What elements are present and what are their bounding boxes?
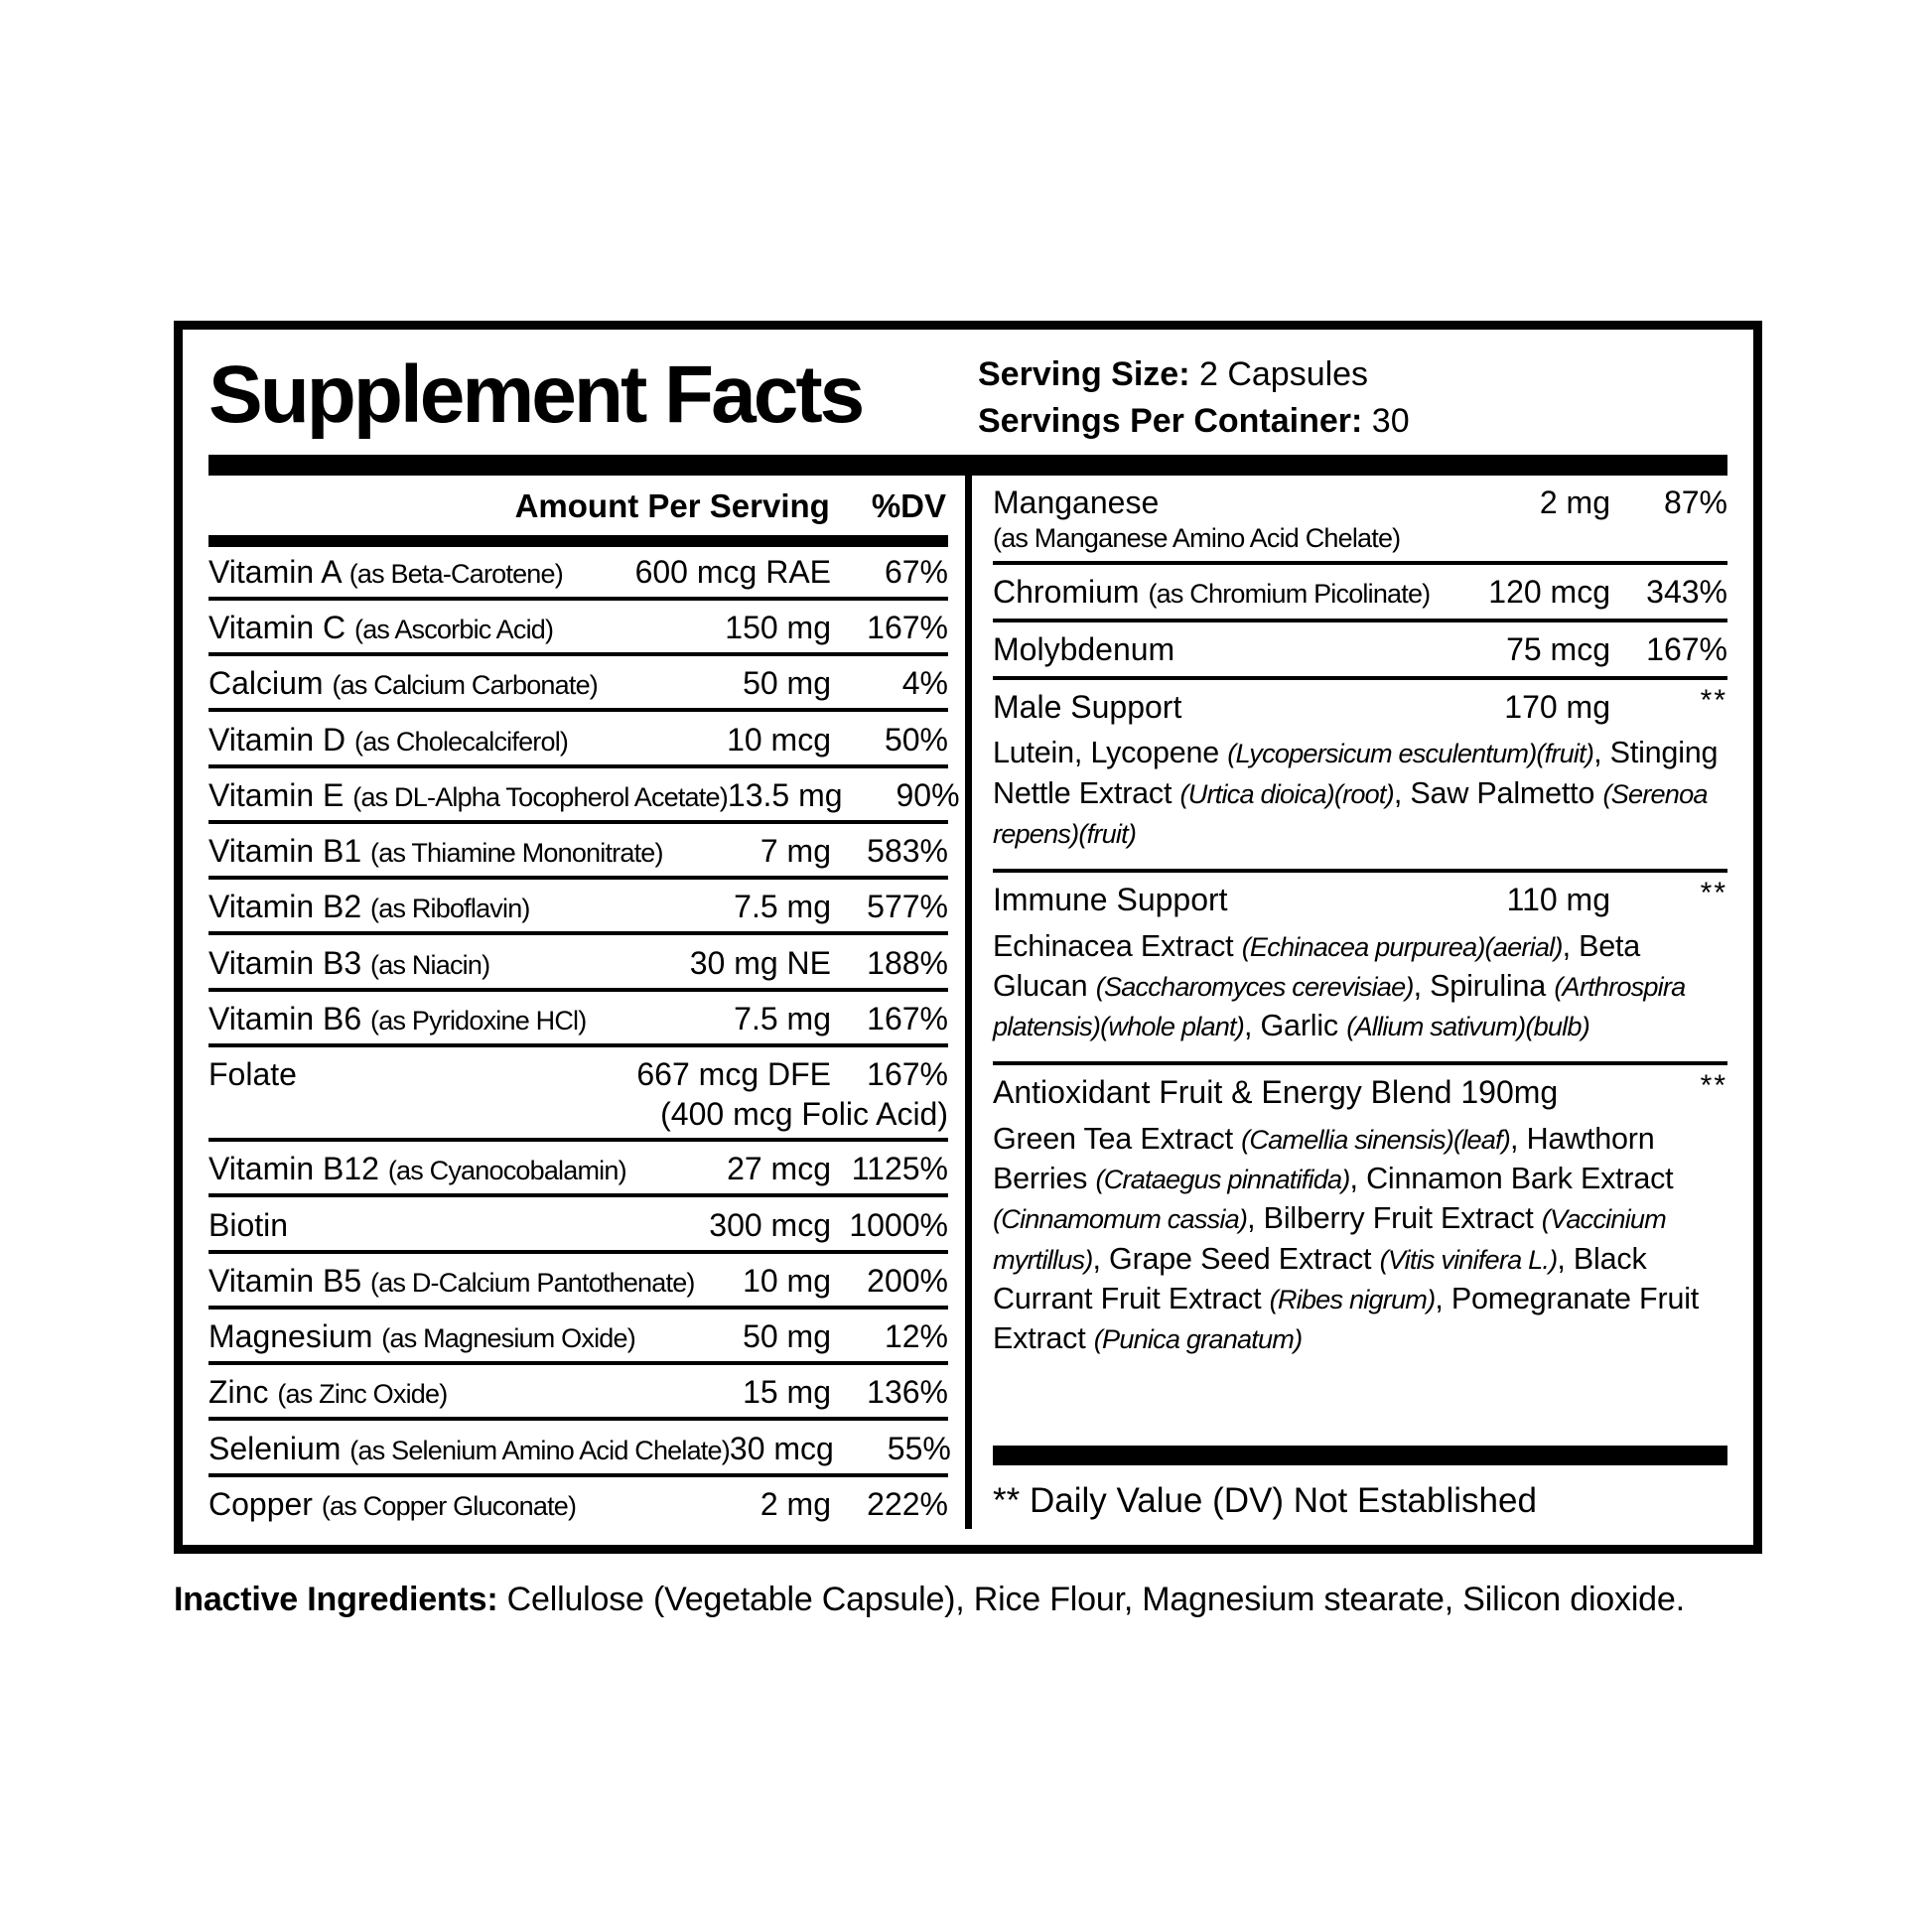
nutrient-line [208,887,948,926]
amount-per-serving-header: Amount Per Serving [514,486,830,524]
nutrient-name: Vitamin C (as Ascorbic Acid) [208,610,554,646]
nutrient-row [208,547,948,601]
nutrient-dv: ** [1700,1069,1727,1103]
nutrient-amount-secondary: (400 mcg Folic Acid) [660,1096,948,1133]
servings-per-container-value: 30 [1362,401,1410,440]
nutrient-dv: 12% [884,1318,948,1355]
nutrient-source: (as Selenium Amino Acid Chelate) [349,1435,730,1465]
nutrient-line [208,943,948,983]
nutrient-line [208,1149,948,1188]
nutrient-dv: 167% [1646,630,1727,667]
nutrient-name: Magnesium (as Magnesium Oxide) [208,1318,635,1355]
nutrient-amount: 7.5 mg [734,889,831,925]
nutrient-source: (as Riboflavin) [370,894,530,924]
nutrient-row [208,882,948,935]
nutrient-source: (as Niacin) [370,949,490,980]
nutrient-row [208,994,948,1047]
nutrient-name: Vitamin B6 (as Pyridoxine HCl) [208,1000,587,1036]
serving-info [978,342,1410,445]
nutrient-dv: 188% [867,944,948,981]
nutrient-row [208,658,948,712]
nutrient-amount: 10 mg [743,1262,831,1299]
panel-title: Supplement Facts [208,349,863,440]
nutrient-dv: 136% [867,1374,948,1411]
nutrient-name: Selenium (as Selenium Amino Acid Chelate) [208,1430,730,1466]
nutrient-row [208,715,948,768]
nutrient-line [208,608,948,647]
blend-section [993,680,1727,873]
nutrient-amount: 170 mg [1504,688,1610,725]
nutrient-line [208,663,948,703]
nutrient-dv: 583% [867,833,948,870]
nutrient-row [208,603,948,656]
vertical-divider [965,476,972,1529]
nutrient-amount: 110 mg [1506,882,1610,918]
nutrient-amount: 50 mg [743,665,831,702]
nutrient-line [993,483,1727,522]
panel-header [208,342,1727,445]
nutrient-dv: 1000% [849,1206,948,1243]
nutrient-name: Copper (as Copper Gluconate) [208,1485,577,1522]
nutrient-name: Vitamin B12 (as Cyanocobalamin) [208,1151,626,1187]
blend-latin-name: (Urtica dioica)(root) [1179,777,1394,809]
nutrient-source: (as Chromium Picolinate) [1148,578,1431,609]
nutrient-dv: 55% [887,1430,951,1466]
nutrient-source: (as Zinc Oxide) [277,1379,448,1410]
facts-columns [208,476,1727,1529]
nutrient-source: (as Ascorbic Acid) [354,615,554,645]
nutrient-line [208,775,960,815]
nutrient-amount: 667 mcg DFE [636,1056,831,1093]
nutrient-dv: 167% [867,610,948,646]
nutrient-row [208,770,960,824]
nutrient-name: Manganese [993,483,1160,520]
nutrient-line [208,1429,951,1468]
blend-latin-name: (Cinnamomum cassia) [993,1203,1248,1235]
nutrient-source: (as Cholecalciferol) [354,726,569,757]
nutrient-amount: 75 mcg [1506,630,1610,667]
nutrient-name: Vitamin D (as Cholecalciferol) [208,721,569,758]
column-header [208,476,948,535]
column-header-bar [208,535,948,547]
nutrient-amount: 27 mcg [727,1151,831,1187]
daily-value-footnote: ** Daily Value (DV) Not Established [993,1481,1537,1520]
nutrient-name: Vitamin E (as DL-Alpha Tocopherol Acetate) [208,776,728,813]
nutrient-dv: 90% [896,776,960,813]
nutrient-amount: 15 mg [743,1374,831,1411]
nutrient-dv: 577% [867,889,948,925]
nutrient-name: Vitamin B5 (as D-Calcium Pantothenate) [208,1262,695,1299]
footnote-block [993,1446,1727,1529]
nutrient-row [208,1311,948,1365]
blend-latin-name: (Allium sativum)(bulb) [1346,1011,1589,1042]
nutrient-line [208,1316,948,1356]
nutrient-row [208,1049,948,1142]
nutrient-source: (as Cyanocobalamin) [387,1156,626,1186]
nutrient-name: Chromium (as Chromium Picolinate) [993,573,1431,610]
nutrient-row [208,1256,948,1310]
nutrient-name: Immune Support [993,882,1228,918]
nutrient-line [208,720,948,759]
blend-section [993,873,1727,1065]
nutrient-line [208,1261,948,1301]
nutrient-dv: 50% [884,721,948,758]
nutrient-row [208,1200,948,1254]
blend-latin-name: (Crataegus pinnatifida) [1095,1164,1350,1195]
servings-per-container-line [978,398,1410,445]
nutrient-row [208,938,948,992]
blend-latin-name: (Punica granatum) [1093,1323,1303,1355]
nutrient-name: Molybdenum [993,630,1175,667]
nutrients-column-left [208,476,960,1529]
nutrient-source: (as DL-Alpha Tocopherol Acetate) [352,781,728,812]
nutrient-row [993,476,1727,565]
nutrient-source: (as Calcium Carbonate) [332,670,598,701]
nutrient-line [993,572,1727,612]
nutrient-amount: 150 mg [725,610,831,646]
blend-description: Green Tea Extract (Camellia sinensis)(leaf), Hawthorn Berries (Crataegus pinnatifida), Cinnamon Bark Extract (Cinnamomum cassia), Bilberry Fruit Extract (Vaccinium myrtillus), Grape Seed Extract (Vitis vinifera L.), Black Currant Fruit Extract (Ribes nigrum), Pomegranate Fruit Extract (Punica granatum) [993,1121,1700,1356]
nutrient-row [208,1367,948,1421]
nutrient-amount: 7 mg [759,833,831,870]
blend-latin-name: (Lycopersicum esculentum)(fruit) [1227,738,1594,769]
nutrient-dv: 4% [901,665,948,702]
nutrient-amount: 600 mcg RAE [634,553,831,590]
nutrient-row [208,1424,951,1477]
nutrient-source: (as Magnesium Oxide) [381,1323,635,1354]
nutrient-dv: 87% [1663,483,1727,520]
servings-per-container-label: Servings Per Container: [978,401,1363,440]
nutrient-rows-left [208,547,960,1529]
blend-latin-name: (Saccharomyces cerevisiae) [1095,970,1414,1002]
nutrient-name: Folate [208,1056,297,1093]
inactive-ingredients-label: Inactive Ingredients: [174,1581,498,1618]
blend-latin-name: (Vaccinium myrtillus) [993,1203,1666,1275]
nutrient-name: Vitamin B3 (as Niacin) [208,944,490,981]
serving-size-value: 2 Capsules [1189,355,1369,393]
nutrient-line [208,1205,948,1245]
nutrient-name: Antioxidant Fruit & Energy Blend 190mg [993,1074,1559,1111]
blend-latin-name: (Camellia sinensis)(leaf) [1241,1123,1511,1155]
nutrient-amount: 30 mcg [729,1430,834,1466]
nutrient-line [208,1372,948,1412]
nutrient-dv: 343% [1646,573,1727,610]
nutrient-source: (as Thiamine Mononitrate) [370,838,663,869]
nutrient-amount: 13.5 mg [727,776,843,813]
nutrient-name: Calcium (as Calcium Carbonate) [208,665,598,702]
header-divider-bar [208,455,1727,476]
nutrient-row [993,565,1727,622]
nutrient-dv: ** [1700,877,1727,910]
nutrient-line [208,999,948,1038]
nutrient-line [993,683,1727,728]
nutrient-name: Vitamin A (as Beta-Carotene) [208,553,563,590]
nutrient-amount: 50 mg [743,1318,831,1355]
nutrient-source: (as Pyridoxine HCl) [370,1005,587,1035]
dv-header: %DV [871,486,946,524]
nutrient-source: (as Copper Gluconate) [321,1490,577,1521]
footnote-divider-bar [993,1446,1727,1465]
nutrient-name: Biotin [208,1206,289,1243]
nutrient-name: Vitamin B2 (as Riboflavin) [208,889,530,925]
nutrient-source: (as D-Calcium Pantothenate) [370,1267,695,1298]
nutrient-dv: 67% [884,553,948,590]
nutrient-line [208,831,948,871]
nutrient-dv: 200% [867,1262,948,1299]
nutrient-source: (as Beta-Carotene) [348,558,563,589]
nutrient-dv: ** [1700,683,1727,717]
nutrient-dv: 1125% [851,1151,948,1187]
nutrients-column-right [993,476,1727,1529]
nutrient-amount: 10 mcg [727,721,831,758]
blend-latin-name: (Arthrospira platensis)(whole plant) [993,970,1686,1042]
blend-latin-name: (Serenoa repens)(fruit) [993,777,1708,849]
nutrient-line [208,552,948,592]
inactive-ingredients-text: Cellulose (Vegetable Capsule), Rice Flour, Magnesium stearate, Silicon dioxide. [497,1581,1685,1618]
serving-size-label: Serving Size: [978,355,1190,393]
nutrient-amount: 300 mcg [709,1206,831,1243]
supplement-facts-panel [174,321,1762,1554]
blend-description: Lutein, Lycopene (Lycopersicum esculentum)(fruit), Stinging Nettle Extract (Urtica dioica)(root), Saw Palmetto (Serenoa repens)(fruit) [993,736,1719,849]
blend-description: Echinacea Extract (Echinacea purpurea)(aerial), Beta Glucan (Saccharomyces cerevisiae), Spirulina (Arthrospira platensis)(whole plant), Garlic (Allium sativum)(bulb) [993,928,1686,1043]
nutrient-row [993,622,1727,680]
nutrient-amount: 120 mcg [1488,573,1610,610]
nutrient-amount: 2 mg [1539,483,1610,520]
blend-latin-name: (Vitis vinifera L.) [1379,1243,1558,1275]
label-content [174,321,1762,1619]
nutrient-dv: 167% [867,1000,948,1036]
nutrient-dv: 167% [867,1056,948,1093]
nutrient-line [993,1069,1727,1113]
nutrient-line [993,877,1727,920]
nutrient-amount: 30 mg NE [689,944,831,981]
nutrient-line [208,1484,948,1524]
blend-latin-name: (Echinacea purpurea)(aerial) [1241,930,1563,962]
nutrient-line [993,629,1727,669]
nutrient-row [208,1479,948,1529]
blend-latin-name: (Ribes nigrum) [1269,1283,1436,1314]
nutrient-amount: 2 mg [759,1485,831,1522]
nutrient-source-secondary: (as Manganese Amino Acid Chelate) [993,522,1401,553]
nutrient-name: Male Support [993,688,1182,725]
nutrient-line [208,1054,948,1094]
serving-size-line [978,351,1410,398]
nutrient-row [208,1144,948,1197]
inactive-ingredients [174,1581,1762,1619]
blend-section [993,1065,1727,1374]
nutrient-dv: 222% [867,1485,948,1522]
nutrient-name: Vitamin B1 (as Thiamine Mononitrate) [208,833,663,870]
nutrient-amount: 7.5 mg [734,1000,831,1036]
nutrient-name: Zinc (as Zinc Oxide) [208,1374,448,1411]
nutrient-rows-right [993,476,1727,1375]
nutrient-row [208,826,948,880]
